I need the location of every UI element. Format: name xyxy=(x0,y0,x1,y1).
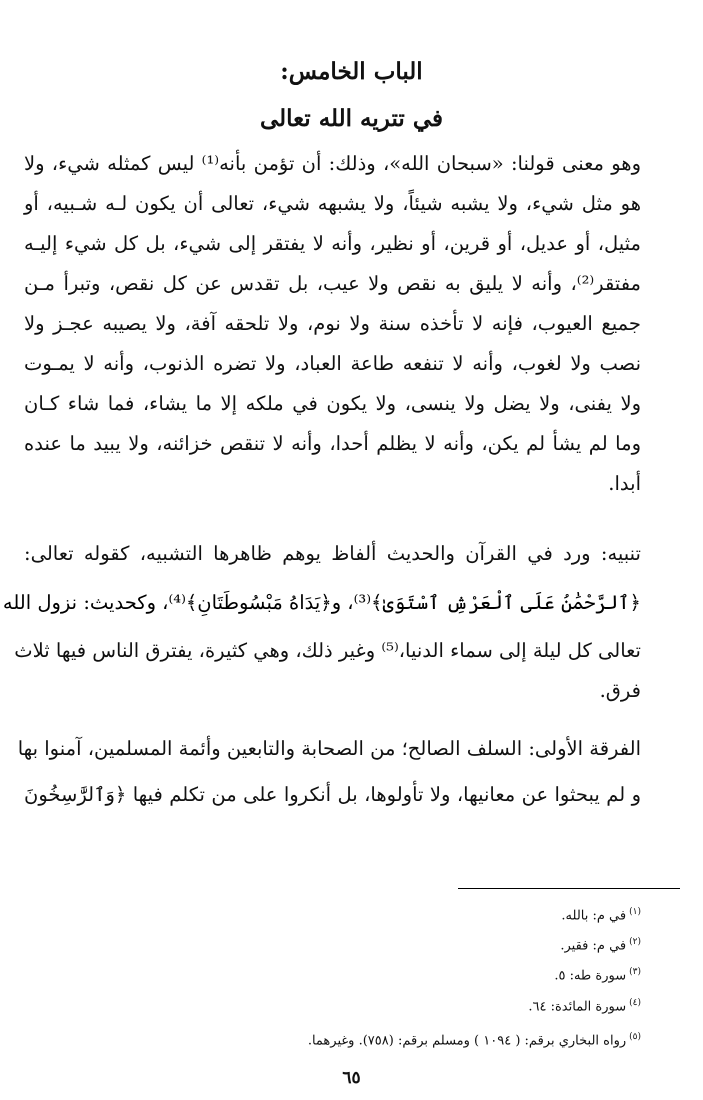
body-line: نصب ولا لغوب، وأنه لا تنفعه طاعة العباد، ولا تضره الذنوب، وأنه لا يمـوت xyxy=(24,352,641,375)
body-line: جميع العيوب، فإنه لا تأخذه سنة ولا نوم، ولا تلحقه آفة، ولا يصيبه عجـز ولا xyxy=(24,312,641,335)
body-line: هو مثل شيء، ولا يشبه شيئاً، ولا يشبهه شيء، تعالى أن يكون لـه شـبيه، أو xyxy=(24,192,641,215)
footnote xyxy=(81,932,641,956)
body-line: مثيل، أو عديل، أو قرين، أو نظير، وأنه لا يفتقر إلى شيء، بل كل شيء إليـه xyxy=(24,232,641,255)
notice-line: تنبيه: ورد في القرآن والحديث ألفاظ يوهم ظاهرها التشبيه، كقوله تعالى: xyxy=(24,542,641,565)
footnote xyxy=(81,1027,641,1051)
footnote xyxy=(81,962,641,986)
body-line: تعالى كل ليلة إلى سماء الدنيا،⁽⁵⁾ وغير ذلك، وهي كثيرة، يفترق الناس فيها ثلاث xyxy=(14,639,641,662)
footnote-number: (٥) xyxy=(629,1032,641,1042)
body-line: أبدا. xyxy=(608,472,641,495)
footnote xyxy=(81,902,641,926)
footnote-text: في م: فقير. xyxy=(560,938,627,954)
footnote-text: في م: بالله. xyxy=(561,908,627,924)
footnote-separator xyxy=(458,888,680,889)
footnote-number: (٤) xyxy=(629,998,641,1008)
body-line: الفرقة الأولى: السلف الصالح؛ من الصحابة والتابعين وأئمة المسلمين، آمنوا بها xyxy=(17,737,641,760)
body-line: و لم يبحثوا عن معانيها، ولا تأولوها، بل أنكروا على من تكلم فيها ﴿وَٱلرَّٰسِخُونَ xyxy=(24,783,641,806)
body-line: وهو معنى قولنا: «سبحان الله»، وذلك: أن تؤمن بأنه⁽¹⁾ ليس كمثله شيء، ولا xyxy=(24,152,641,175)
body-line: مفتقر⁽²⁾، وأنه لا يليق به نقص ولا عيب، بل تقدس عن كل نقص، وتبرأ مـن xyxy=(24,272,641,295)
footnote xyxy=(81,993,641,1017)
footnote-text: سورة المائدة: ٦٤. xyxy=(528,999,627,1015)
footnote-number: (٢) xyxy=(629,937,641,947)
footnote-number: (٣) xyxy=(629,967,641,977)
page-number: ٦٥ xyxy=(342,1068,361,1088)
body-line: فرق. xyxy=(599,679,641,702)
footnote-number: (١) xyxy=(629,907,641,917)
body-line: وما لم يشأ لم يكن، وأنه لا يظلم أحدا، وأنه لا تنقص خزائنه، ولا يبيد ما عنده xyxy=(24,432,641,455)
chapter-subtitle: في تتريه الله تعالى xyxy=(260,105,443,132)
footnote-text: سورة طه: ٥. xyxy=(554,968,627,984)
body-line: ولا يفنى، ولا يضل ولا ينسى، ولا يكون في ملكه إلا ما يشاء، فما شاء كـان xyxy=(24,392,641,415)
footnote-text: رواه البخاري برقم: ( ١٠٩٤ ) ومسلم برقم: (٧٥٨). وغيرهما. xyxy=(307,1033,627,1049)
quran-verse-line: ﴿ٱلرَّحْمَٰنُ عَلَى ٱلْعَرْشِ ٱسْتَوَىٰ﴾⁽³⁾، و﴿يَدَاهُ مَبْسُوطَتَانِ﴾⁽⁴⁾، وكحديث: نزول الله xyxy=(2,591,641,614)
chapter-title: الباب الخامس: xyxy=(280,58,423,85)
